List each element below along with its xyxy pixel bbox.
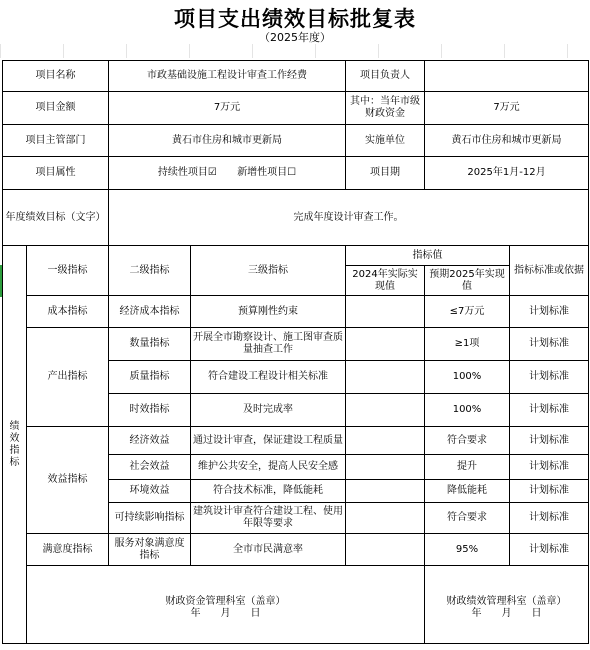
project-name-value[interactable]: 市政基础设施工程设计审查工作经费 <box>109 61 346 92</box>
owner-label: 项目负责人 <box>346 61 425 92</box>
row-l2: 质量指标 <box>109 361 191 394</box>
row-project-name <box>3 61 589 92</box>
row-goal <box>3 190 589 246</box>
col-2025: 预期2025年实现值 <box>425 266 510 296</box>
fiscal-label: 其中：当年市级财政资金 <box>346 92 425 125</box>
row-v2024[interactable] <box>346 455 425 480</box>
row-l3[interactable]: 全市市民满意率 <box>191 534 346 566</box>
row-v2024[interactable] <box>346 328 425 361</box>
project-name-label: 项目名称 <box>3 61 109 92</box>
row-l2: 服务对象满意度指标 <box>109 534 191 566</box>
goal-label: 年度绩效目标（文字） <box>3 190 109 246</box>
left-date: 年 月 日 <box>190 607 261 619</box>
left-office: 财政资金管理科室（盖章） <box>165 595 286 607</box>
row-v2025[interactable]: 降低能耗 <box>425 480 510 503</box>
impl-value[interactable]: 黄石市住房和城市更新局 <box>425 125 589 157</box>
row-v2024[interactable] <box>346 296 425 328</box>
row-basis[interactable]: 计划标准 <box>510 503 589 534</box>
row-l1: 满意度指标 <box>27 534 109 566</box>
row-l2: 经济效益 <box>109 427 191 455</box>
row-basis[interactable]: 计划标准 <box>510 296 589 328</box>
row-l3[interactable]: 建筑设计审查符合建设工程、使用年限等要求 <box>191 503 346 534</box>
row-l3[interactable]: 及时完成率 <box>191 394 346 427</box>
signature-right <box>425 566 589 644</box>
row-v2025[interactable]: 符合要求 <box>425 503 510 534</box>
row-v2024[interactable] <box>346 361 425 394</box>
period-value[interactable]: 2025年1月-12月 <box>425 157 589 190</box>
table-row <box>3 534 589 566</box>
amount-label: 项目金额 <box>3 92 109 125</box>
row-attr <box>3 157 589 190</box>
row-l1: 成本指标 <box>27 296 109 328</box>
amount-value[interactable]: 7万元 <box>109 92 346 125</box>
page-subtitle: （2025年度） <box>259 31 331 44</box>
table-row <box>3 328 589 361</box>
row-v2024[interactable] <box>346 427 425 455</box>
goal-value[interactable]: 完成年度设计审查工作。 <box>109 190 589 246</box>
row-l3[interactable]: 维护公共安全，提高人民安全感 <box>191 455 346 480</box>
row-v2024[interactable] <box>346 480 425 503</box>
row-l2: 时效指标 <box>109 394 191 427</box>
approval-table <box>2 60 589 644</box>
row-l3[interactable]: 符合技术标准，降低能耗 <box>191 480 346 503</box>
impl-label: 实施单位 <box>346 125 425 157</box>
period-label: 项目期 <box>346 157 425 190</box>
signature-left <box>27 566 425 644</box>
row-l3[interactable]: 通过设计审查，保证建设工程质量 <box>191 427 346 455</box>
row-dept <box>3 125 589 157</box>
row-l3[interactable]: 预算刚性约束 <box>191 296 346 328</box>
fiscal-value[interactable]: 7万元 <box>425 92 589 125</box>
attr-label: 项目属性 <box>3 157 109 190</box>
col-value: 指标值 <box>346 246 510 266</box>
row-l2: 可持续影响指标 <box>109 503 191 534</box>
side-label: 绩效指标 <box>9 420 20 468</box>
row-basis[interactable]: 计划标准 <box>510 394 589 427</box>
table-row <box>3 296 589 328</box>
dept-label: 项目主管部门 <box>3 125 109 157</box>
table-row <box>3 427 589 455</box>
signature-row <box>3 566 589 644</box>
dept-value[interactable]: 黄石市住房和城市更新局 <box>109 125 346 157</box>
right-date: 年 月 日 <box>471 607 542 619</box>
row-v2025[interactable]: 100% <box>425 361 510 394</box>
indicator-header-row-1 <box>3 246 589 266</box>
sheet-gridlines <box>0 44 590 58</box>
row-v2024[interactable] <box>346 394 425 427</box>
row-l2: 环境效益 <box>109 480 191 503</box>
row-v2025[interactable]: 提升 <box>425 455 510 480</box>
col-2024: 2024年实际实现值 <box>346 266 425 296</box>
col-l2: 二级指标 <box>109 246 191 296</box>
attr-value[interactable] <box>109 157 346 190</box>
row-l2: 经济成本指标 <box>109 296 191 328</box>
row-l3[interactable]: 开展全市勘察设计、施工图审查质量抽查工作 <box>191 328 346 361</box>
side-label-cell <box>3 246 27 644</box>
col-basis: 指标标准或依据 <box>510 246 589 296</box>
owner-value[interactable] <box>425 61 589 92</box>
row-l2: 社会效益 <box>109 455 191 480</box>
row-basis[interactable]: 计划标准 <box>510 328 589 361</box>
attr-new[interactable]: 新增性项目☐ <box>237 167 297 178</box>
row-v2025[interactable]: ≤7万元 <box>425 296 510 328</box>
row-v2025[interactable]: 符合要求 <box>425 427 510 455</box>
row-v2024[interactable] <box>346 503 425 534</box>
row-basis[interactable]: 计划标准 <box>510 361 589 394</box>
row-basis[interactable]: 计划标准 <box>510 534 589 566</box>
row-l1: 产出指标 <box>27 328 109 427</box>
row-basis[interactable]: 计划标准 <box>510 480 589 503</box>
row-amount <box>3 92 589 125</box>
row-v2025[interactable]: ≥1项 <box>425 328 510 361</box>
row-l2: 数量指标 <box>109 328 191 361</box>
col-l3: 三级指标 <box>191 246 346 296</box>
row-l1: 效益指标 <box>27 427 109 534</box>
row-l3[interactable]: 符合建设工程设计相关标准 <box>191 361 346 394</box>
row-v2024[interactable] <box>346 534 425 566</box>
col-l1: 一级指标 <box>27 246 109 296</box>
row-v2025[interactable]: 100% <box>425 394 510 427</box>
row-basis[interactable]: 计划标准 <box>510 455 589 480</box>
row-v2025[interactable]: 95% <box>425 534 510 566</box>
row-basis[interactable]: 计划标准 <box>510 427 589 455</box>
attr-continue[interactable]: 持续性项目☑ <box>157 167 217 178</box>
page-title: 项目支出绩效目标批复表 <box>174 7 416 31</box>
right-office: 财政绩效管理科室（盖章） <box>446 595 567 607</box>
